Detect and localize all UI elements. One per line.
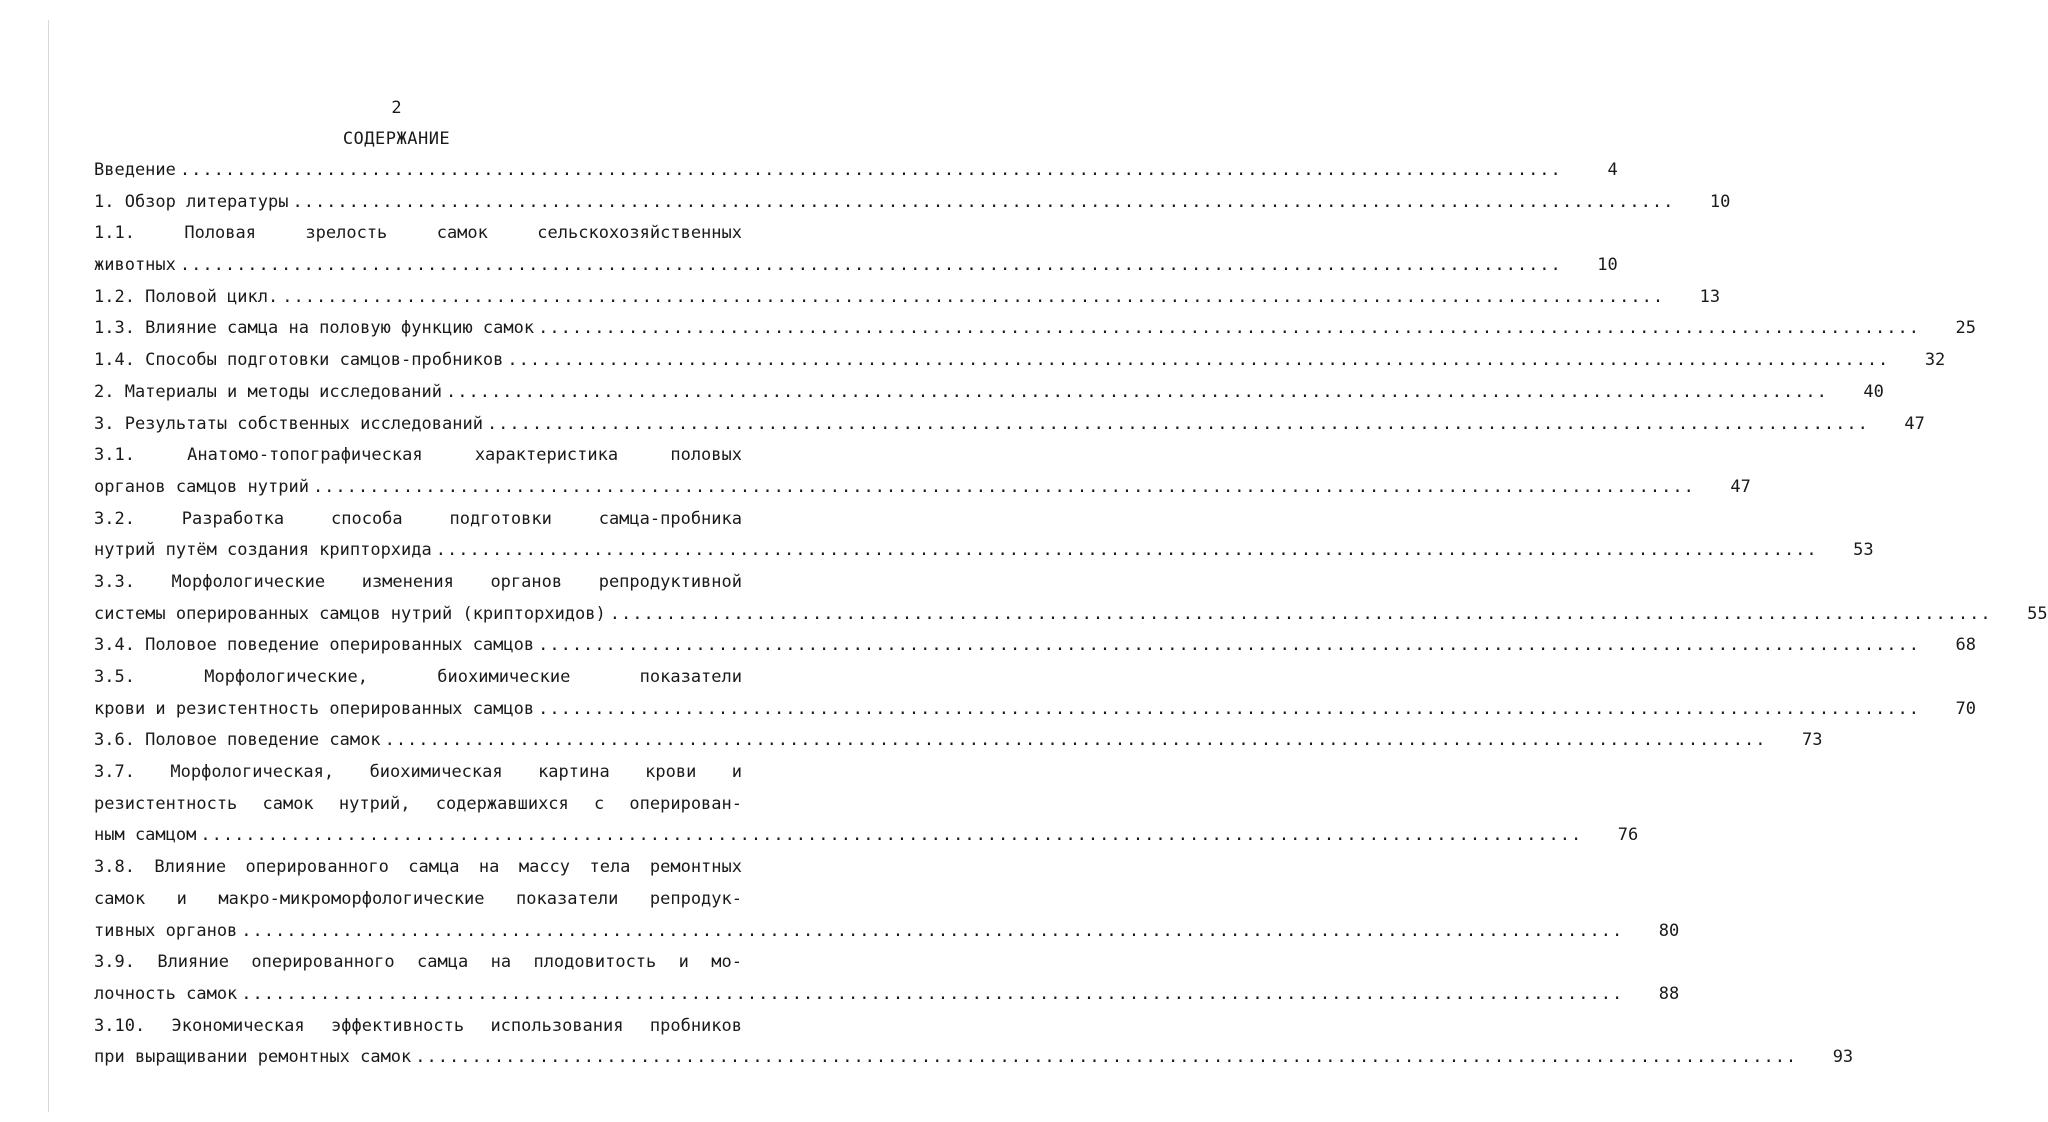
toc-leader-dots: ...........................................................................................................................	[241, 920, 1624, 941]
toc-leader-dots: ...........................................................................................................................	[200, 825, 1583, 846]
toc-leader-dots: ...........................................................................................................................	[179, 160, 1562, 180]
toc-leader-dots: ...........................................................................................................................	[538, 635, 1920, 656]
toc-entry-text: самок и макро-микроморфологические показатели репродук-	[94, 888, 742, 909]
toc-entry-text: органов самцов нутрий	[94, 476, 309, 497]
toc-leader-dots: ...........................................................................................................................	[507, 350, 1890, 371]
toc-entry-text: 1.2. Половой цикл.	[94, 286, 279, 307]
toc-leader-dots: ...........................................................................................................................	[415, 1047, 1798, 1068]
toc-line	[94, 504, 742, 536]
toc-line	[94, 884, 742, 916]
toc-line	[94, 187, 1731, 219]
toc-entry-text: системы оперированных самцов нутрий (крипторхидов)	[94, 603, 606, 624]
toc-line	[94, 472, 1751, 504]
toc-line	[94, 218, 742, 250]
toc-entry-text: 1.1. Половая зрелость самок сельскохозяйственных	[94, 223, 742, 244]
toc-entry-text: 3.8. Влияние оперированного самца на массу тела ремонтных	[94, 857, 742, 878]
toc-page-number: 80	[1658, 920, 1680, 941]
toc-line	[94, 630, 1976, 662]
toc-line	[94, 313, 1976, 345]
toc-line	[94, 599, 2048, 631]
toc-page-number: 55	[2027, 603, 2048, 624]
toc-leader-dots: ...........................................................................................................................	[282, 286, 1665, 307]
toc-leader-dots: ...........................................................................................................................	[538, 698, 1920, 719]
toc-line	[94, 155, 1618, 187]
toc-line	[94, 757, 742, 789]
toc-page-number: 47	[1730, 476, 1751, 497]
toc-page-number: 88	[1658, 983, 1680, 1004]
toc-page-number: 13	[1699, 286, 1721, 307]
toc-line	[94, 789, 742, 821]
toc-line	[94, 409, 1925, 441]
toc-line	[94, 535, 1874, 567]
toc-entry-text: 3.9. Влияние оперированного самца на плодовитость и мо-	[94, 952, 742, 973]
toc-entry-text: 3.4. Половое поведение оперированных самцов	[94, 635, 535, 656]
toc-line	[94, 567, 742, 599]
toc-page-number: 53	[1853, 540, 1874, 561]
toc-entry-text: при выращивании ремонтных самок	[94, 1047, 412, 1068]
toc-page-number: 25	[1955, 318, 1976, 339]
toc-page-number: 68	[1955, 635, 1976, 656]
toc-leader-dots: ...........................................................................................................................	[435, 540, 1818, 561]
toc-entry-text: 1.4. Способы подготовки самцов-пробников	[94, 350, 504, 371]
toc-leader-dots: ...........................................................................................................................	[486, 413, 1869, 434]
toc-page-number: 47	[1904, 413, 1925, 434]
toc-line	[94, 1042, 1854, 1074]
toc-line	[94, 440, 742, 472]
toc-line	[94, 916, 1680, 948]
toc-line	[94, 725, 1823, 757]
toc-entry-text: 3.2. Разработка способа подготовки самца-пробника	[94, 508, 742, 529]
toc-entry-text: 1. Обзор литературы	[94, 191, 289, 212]
toc-entry-text: 3.3. Морфологические изменения органов репродуктивной	[94, 571, 742, 592]
table-of-contents	[94, 155, 2048, 1074]
toc-entry-text: 3.5. Морфологические, биохимические показатели	[94, 667, 742, 687]
toc-title: СОДЕРЖАНИЕ	[342, 129, 451, 149]
toc-entry-text: 1.3. Влияние самца на половую функцию самок	[94, 318, 535, 339]
toc-entry-text: резистентность самок нутрий, содержавшихся с оперирован-	[94, 793, 742, 814]
toc-line	[94, 377, 1884, 409]
toc-line	[94, 852, 742, 884]
toc-page-number: 93	[1832, 1047, 1854, 1068]
toc-entry-text: Введение	[94, 160, 176, 180]
toc-entry-text: 3.10. Экономическая эффективность использования пробников	[94, 1015, 742, 1036]
toc-leader-dots: ...........................................................................................................................	[446, 381, 1828, 402]
toc-line	[94, 250, 1618, 282]
toc-leader-dots: ...........................................................................................................................	[292, 191, 1675, 212]
toc-entry-text: животных	[94, 255, 176, 276]
toc-entry-text: лочность самок	[94, 983, 238, 1004]
toc-page-number: 73	[1801, 730, 1823, 751]
toc-line	[94, 345, 1946, 377]
toc-leader-dots: ...........................................................................................................................	[609, 603, 1992, 624]
page-edge-line	[48, 20, 49, 1112]
toc-entry-text: 3.1. Анатомо-топографическая характеристика половых	[94, 445, 742, 466]
toc-entry-text: крови и резистентность оперированных самцов	[94, 698, 535, 719]
toc-line	[94, 947, 742, 979]
toc-entry-text: нутрий путём создания крипторхида	[94, 540, 432, 561]
toc-page-number: 4	[1607, 160, 1618, 180]
toc-line	[94, 282, 1721, 314]
toc-page-number: 10	[1597, 255, 1618, 276]
toc-entry-text: ным самцом	[94, 825, 197, 846]
toc-entry-text: 3.7. Морфологическая, биохимическая картина крови и	[94, 762, 742, 783]
toc-line	[94, 1011, 742, 1043]
toc-entry-text: тивных органов	[94, 920, 238, 941]
toc-entry-text: 2. Материалы и методы исследований	[94, 381, 442, 402]
toc-page-number: 32	[1924, 350, 1946, 371]
toc-page-number: 10	[1709, 191, 1731, 212]
toc-leader-dots: ...........................................................................................................................	[179, 255, 1562, 276]
toc-entry-text: 3. Результаты собственных исследований	[94, 413, 483, 434]
toc-line	[94, 694, 1976, 726]
toc-page-number: 40	[1863, 381, 1884, 402]
toc-page-number: 76	[1617, 825, 1639, 846]
toc-entry-text: 3.6. Половое поведение самок	[94, 730, 381, 751]
toc-leader-dots: ...........................................................................................................................	[241, 983, 1624, 1004]
toc-leader-dots: ...........................................................................................................................	[538, 318, 1920, 339]
toc-leader-dots: ...........................................................................................................................	[312, 476, 1695, 497]
page-number: 2	[391, 98, 402, 118]
toc-line	[94, 820, 1639, 852]
toc-line	[94, 662, 742, 694]
toc-leader-dots: ...........................................................................................................................	[384, 730, 1767, 751]
toc-line	[94, 979, 1680, 1011]
toc-page-number: 70	[1955, 698, 1976, 719]
